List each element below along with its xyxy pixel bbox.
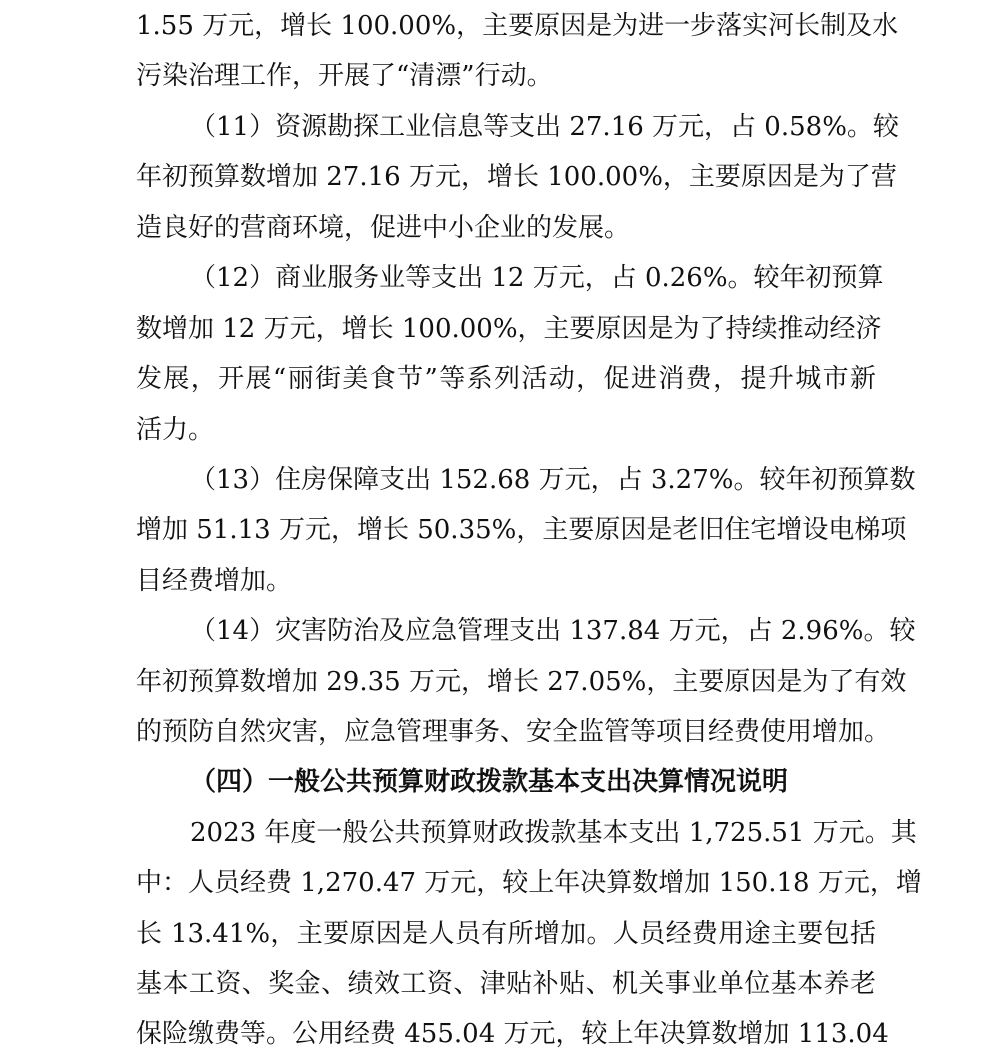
text-line: 发展，开展“丽街美食节”等系列活动，促进消费，提升城市新 <box>136 364 876 394</box>
text-line: 长 13.41%，主要原因是人员有所增加。人员经费用途主要包括 <box>136 919 876 949</box>
text-line: 基本工资、奖金、绩效工资、津贴补贴、机关事业单位基本养老 <box>136 969 876 999</box>
text-line: 2023 年度一般公共预算财政拨款基本支出 1,725.51 万元。其 <box>190 818 917 848</box>
text-line: 的预防自然灾害，应急管理事务、安全监管等项目经费使用增加。 <box>136 717 891 747</box>
text-line: （12）商业服务业等支出 12 万元，占 0.26%。较年初预算 <box>190 263 884 293</box>
text-line: 1.55 万元，增长 100.00%，主要原因是为进一步落实河长制及水 <box>136 11 899 41</box>
text-line: 年初预算数增加 29.35 万元，增长 27.05%，主要原因是为了有效 <box>136 667 907 697</box>
text-line: 数增加 12 万元，增长 100.00%，主要原因是为了持续推动经济 <box>136 314 882 344</box>
text-line: （14）灾害防治及应急管理支出 137.84 万元，占 2.96%。较 <box>190 616 916 646</box>
text-line: 保险缴费等。公用经费 455.04 万元，较上年决算数增加 113.04 <box>136 1019 889 1049</box>
text-line: 造良好的营商环境，促进中小企业的发展。 <box>136 213 631 243</box>
text-line: 活力。 <box>136 415 215 445</box>
text-line: 污染治理工作，开展了“清漂”行动。 <box>136 61 553 91</box>
text-line: （13）住房保障支出 152.68 万元，占 3.27%。较年初预算数 <box>190 465 916 495</box>
text-line: 中：人员经费 1,270.47 万元，较上年决算数增加 150.18 万元，增 <box>136 868 922 898</box>
text-line: 目经费增加。 <box>136 566 293 596</box>
text-line: 年初预算数增加 27.16 万元，增长 100.00%，主要原因是为了营 <box>136 162 897 192</box>
text-line: 增加 51.13 万元，增长 50.35%，主要原因是老旧住宅增设电梯项 <box>136 515 907 545</box>
section-heading: （四）一般公共预算财政拨款基本支出决算情况说明 <box>190 767 789 797</box>
text-line: （11）资源勘探工业信息等支出 27.16 万元，占 0.58%。较 <box>190 112 899 142</box>
